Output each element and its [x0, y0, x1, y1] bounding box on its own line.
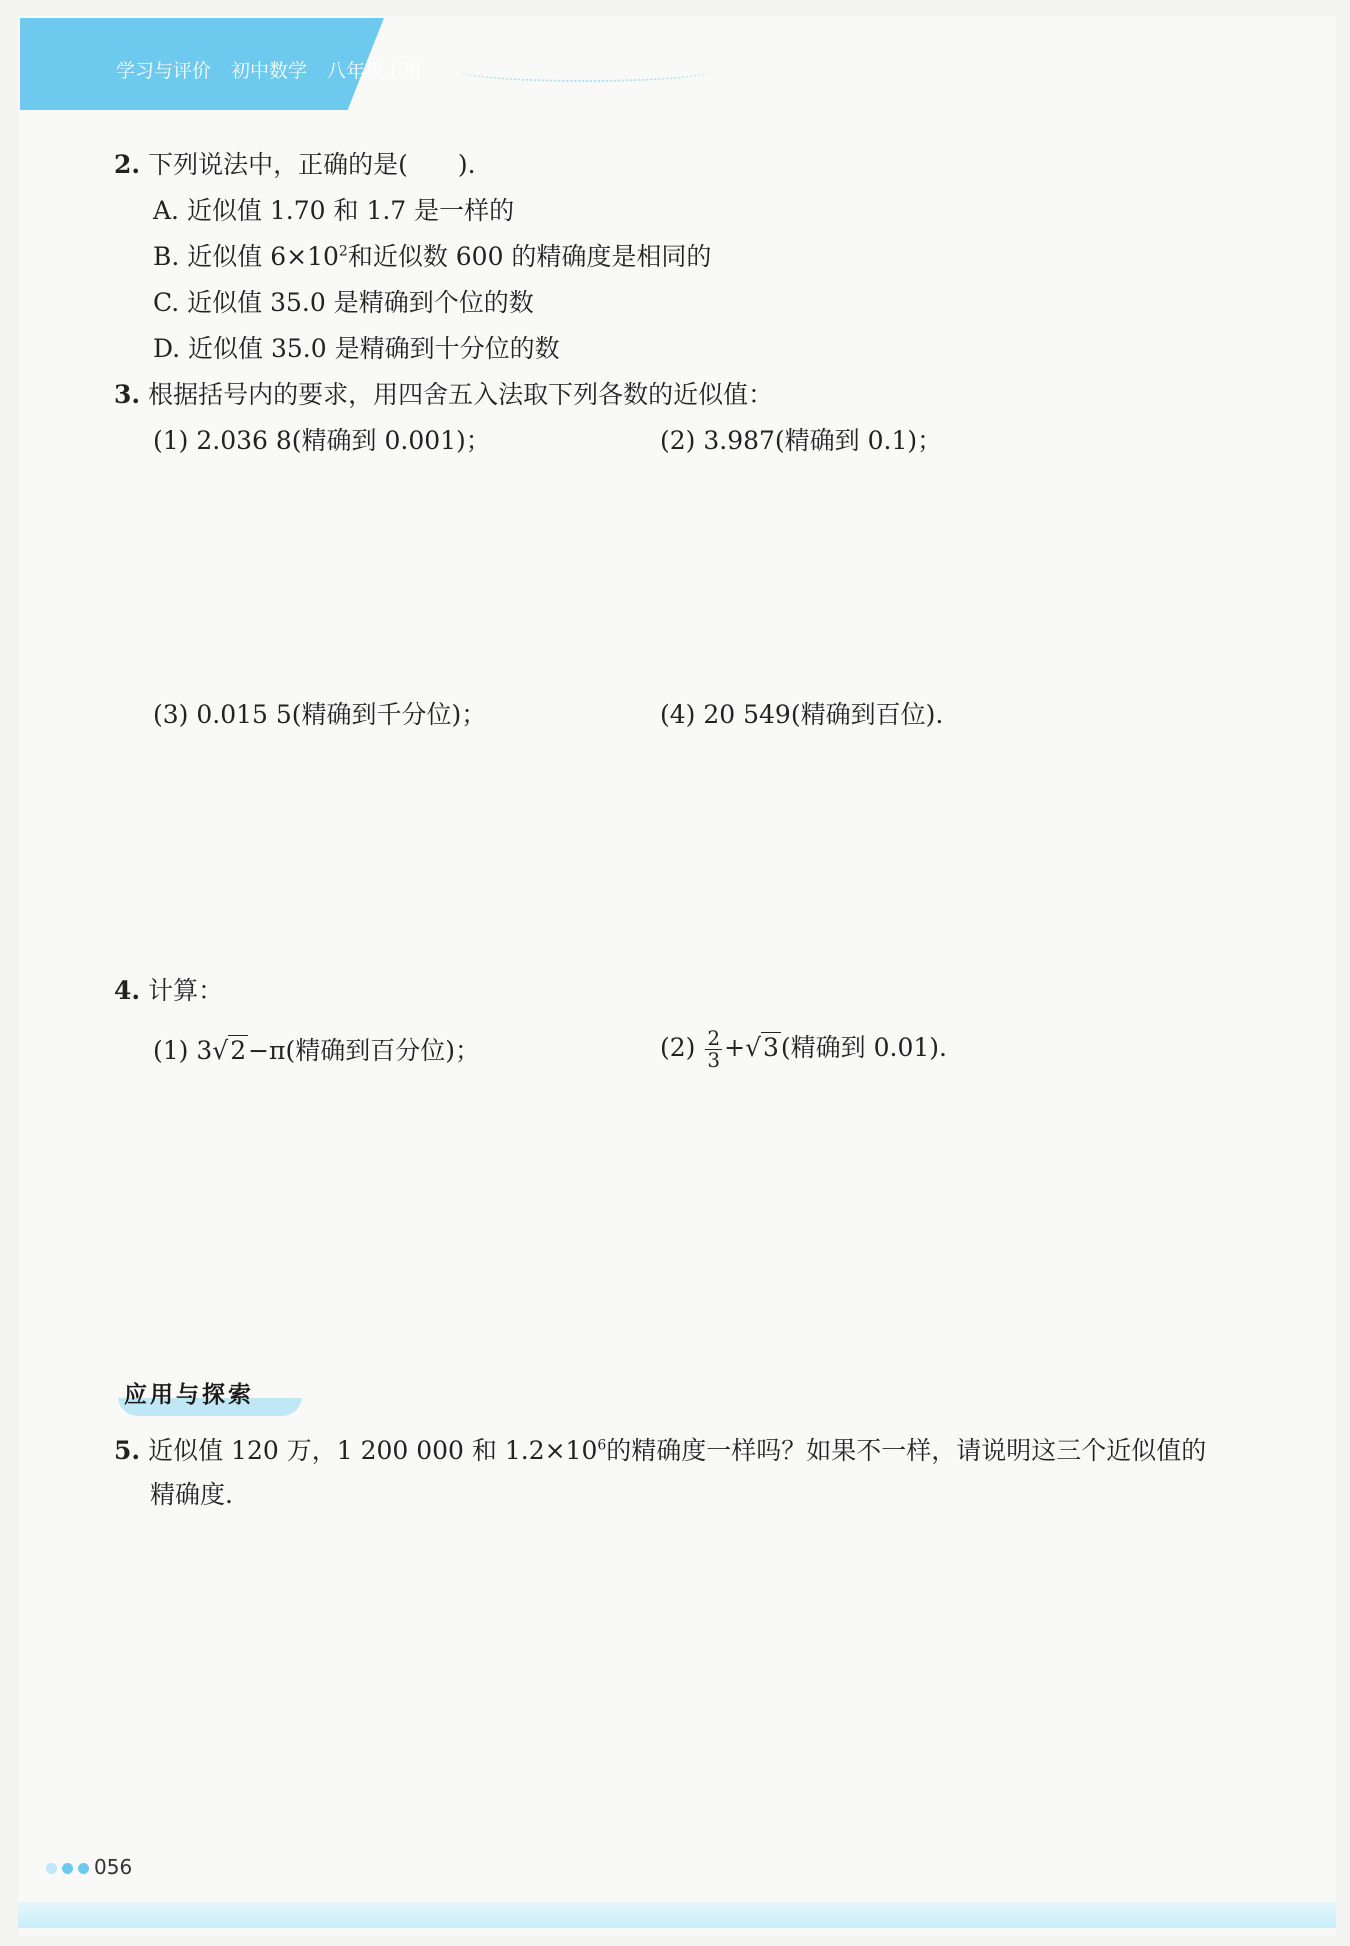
header-subject: 初中数学: [231, 60, 308, 82]
question-number: 5.: [114, 1436, 141, 1465]
running-header: [116, 56, 442, 83]
plus-sign: +: [724, 1033, 746, 1062]
q4-part-1: (1) 3√2−π(精确到百分位)；: [153, 1036, 480, 1065]
question-number: 4.: [114, 976, 141, 1005]
q4-part-1-label: (1) 3: [153, 1036, 213, 1065]
question-number: 3.: [114, 380, 141, 409]
option-c: C. 近似值 35.0 是精确到个位的数: [153, 288, 534, 317]
q3-part-1: (1) 2.036 8(精确到 0.001)；: [153, 426, 491, 455]
option-b-suffix: 和近似数 600 的精确度是相同的: [347, 242, 712, 271]
q4-part-2: (2) $\frac{2}{3}$ +√3(精确到 0.01).: [660, 1026, 947, 1072]
page-footer: [46, 1855, 132, 1879]
option-b-prefix: B. 近似值 6×10: [153, 242, 339, 271]
section-title: 应用与探索: [118, 1376, 302, 1416]
question-3-stem: [114, 380, 773, 410]
option-d: D. 近似值 35.0 是精确到十分位的数: [153, 334, 560, 363]
question-4-stem: [114, 976, 223, 1006]
question-text: 根据括号内的要求，用四舍五入法取下列各数的近似值：: [148, 380, 774, 409]
question-2-stem: [114, 150, 476, 180]
option-b: [153, 242, 711, 272]
q3-part-2: (2) 3.987(精确到 0.1)；: [660, 426, 943, 455]
question-5-line-1: [114, 1436, 1206, 1466]
radicand: 3: [763, 1033, 779, 1062]
footer-band: [18, 1902, 1336, 1928]
q5-text-suffix: 的精确度一样吗？如果不一样，请说明这三个近似值的: [606, 1436, 1207, 1465]
page-number: 056: [94, 1855, 133, 1879]
decorative-dot-icon: [62, 1863, 73, 1874]
q4-part-1-rest: −π(精确到百分位)；: [248, 1036, 480, 1065]
question-5-line-2: 精确度.: [150, 1480, 233, 1509]
fraction: [705, 1028, 722, 1071]
q4-part-2-rest: (精确到 0.01).: [780, 1033, 947, 1062]
question-text: 计算：: [148, 976, 224, 1005]
header-dotted-line: [460, 60, 710, 82]
fraction-denominator: 3: [707, 1048, 721, 1072]
q3-part-4: (4) 20 549(精确到百位).: [660, 700, 944, 729]
q5-exponent: 6: [597, 1437, 607, 1454]
decorative-dot-icon: [46, 1863, 57, 1874]
header-series: 学习与评价: [116, 60, 212, 82]
decorative-dot-icon: [78, 1863, 89, 1874]
radicand: 2: [230, 1036, 247, 1065]
option-b-exponent: 2: [338, 243, 348, 260]
header-grade: 八年级上册: [327, 60, 423, 82]
q3-part-3: (3) 0.015 5(精确到千分位)；: [153, 700, 487, 729]
fraction-numerator: 2: [707, 1026, 721, 1050]
q4-part-2-label: (2): [660, 1033, 696, 1062]
q5-text-prefix: 近似值 120 万，1 200 000 和 1.2×10: [148, 1436, 598, 1465]
question-text: 下列说法中，正确的是( ).: [148, 150, 476, 179]
option-a: A. 近似值 1.70 和 1.7 是一样的: [153, 196, 515, 225]
question-number: 2.: [114, 150, 141, 179]
